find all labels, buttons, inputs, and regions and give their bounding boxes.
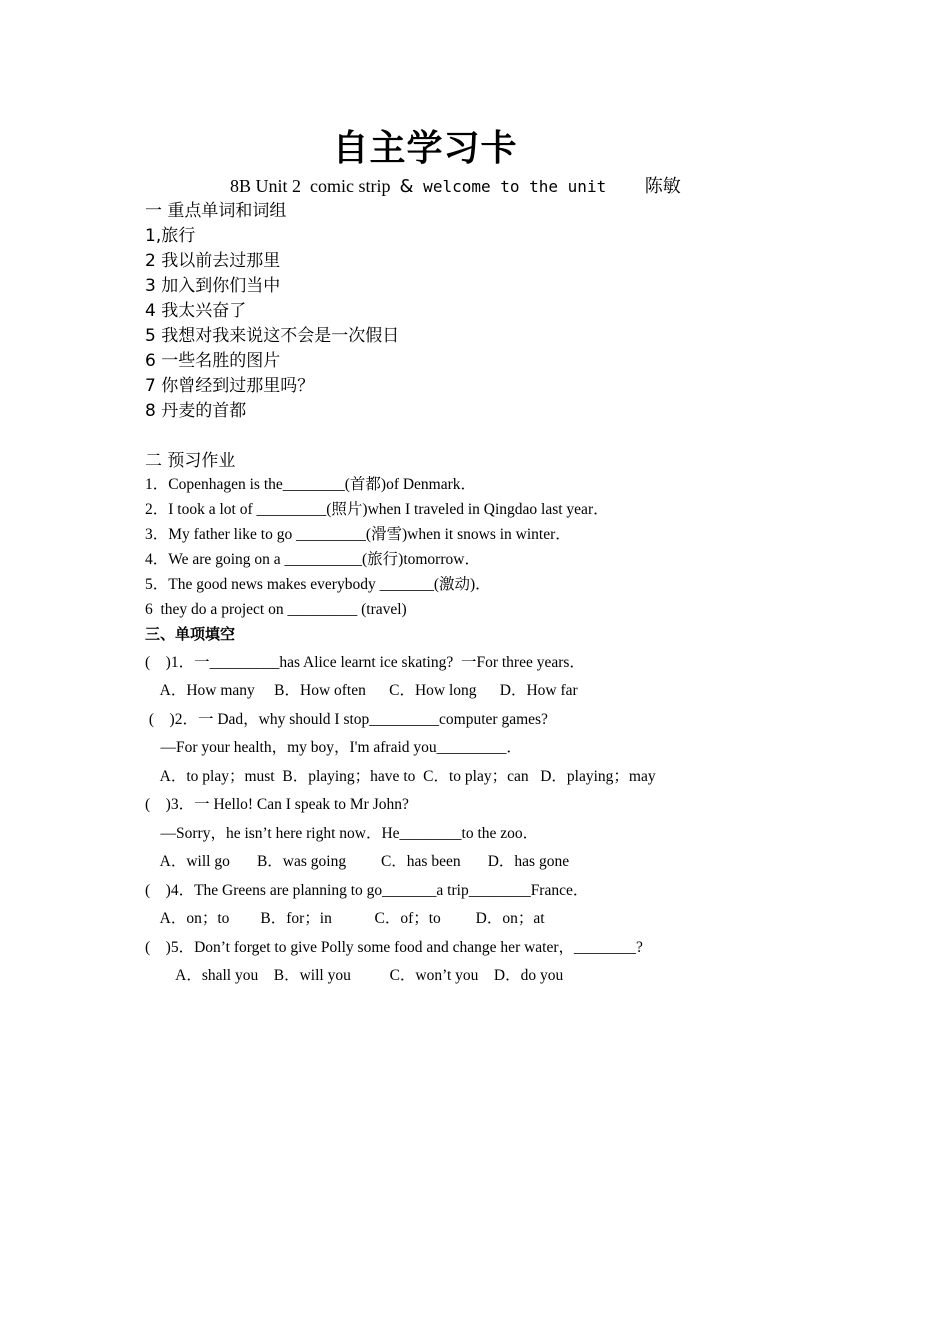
vocab-item: 8 丹麦的首都 [145,401,247,421]
question-line: ( )5．Don’t forget to give Polly some food and change her water，________? [145,939,643,956]
page-title: 自主学习卡 [332,128,518,169]
vocab-item: 4 我太兴奋了 [145,301,247,321]
subtitle-unit: 8B Unit 2 comic strip [230,176,400,196]
vocab-item: 1,旅行 [145,226,196,246]
question-line: ( )3．一 Hello! Can I speak to Mr John? [145,796,409,813]
subtitle [230,174,681,199]
vocab-item: 7 你曾经到过那里吗？ [145,376,315,396]
vocab-item: 2 我以前去过那里 [145,251,281,271]
options-line: A．How many B．How often C．How long D．How far [145,682,578,699]
subtitle-ampersand: & [399,176,414,197]
exercise-item: 3．My father like to go _________(滑雪)when it snows in winter． [145,526,571,543]
options-line: A．on；to B．for；in C．of；to D．on；at [145,910,545,927]
subtitle-topic: welcome to the unit [413,177,645,196]
exercise-item: 1．Copenhagen is the________(首都)of Denmark． [145,476,477,493]
exercise-item: 6 they do a project on _________ (travel) [145,601,407,618]
options-line: A．to play；must B．playing；have to C．to play；can D．playing；may [145,768,656,785]
subtitle-author: 陈敏 [644,176,681,197]
question-line: —For your health，my boy，I'm afraid you_________． [145,739,522,756]
section3-heading: 三、单项填空 [145,625,236,643]
section2-heading: 二 预习作业 [145,451,236,471]
question-line: ( )2．一 Dad，why should I stop_________computer games? [145,711,548,728]
vocab-item: 3 加入到你们当中 [145,276,281,296]
section1-heading: 一 重点单词和词组 [145,201,287,221]
exercise-item: 5．The good news makes everybody _______(激动)． [145,576,491,593]
question-line: ( )4．The Greens are planning to go_______a trip________France． [145,882,589,899]
exercise-item: 2．I took a lot of _________(照片)when I traveled in Qingdao last year． [145,501,609,518]
question-line: ( )1．一_________has Alice learnt ice skating? 一For three years． [145,654,585,671]
options-line: A．will go B．was going C．has been D．has gone [145,853,570,870]
exercise-item: 4．We are going on a __________(旅行)tomorrow． [145,551,480,568]
options-line: A．shall you B．will you C．won’t you D．do you [145,967,564,984]
vocab-item: 6 一些名胜的图片 [145,351,281,371]
vocab-item: 5 我想对我来说这不会是一次假日 [145,326,400,346]
question-line: —Sorry，he isn’t here right now．He________to the zoo． [145,825,539,842]
